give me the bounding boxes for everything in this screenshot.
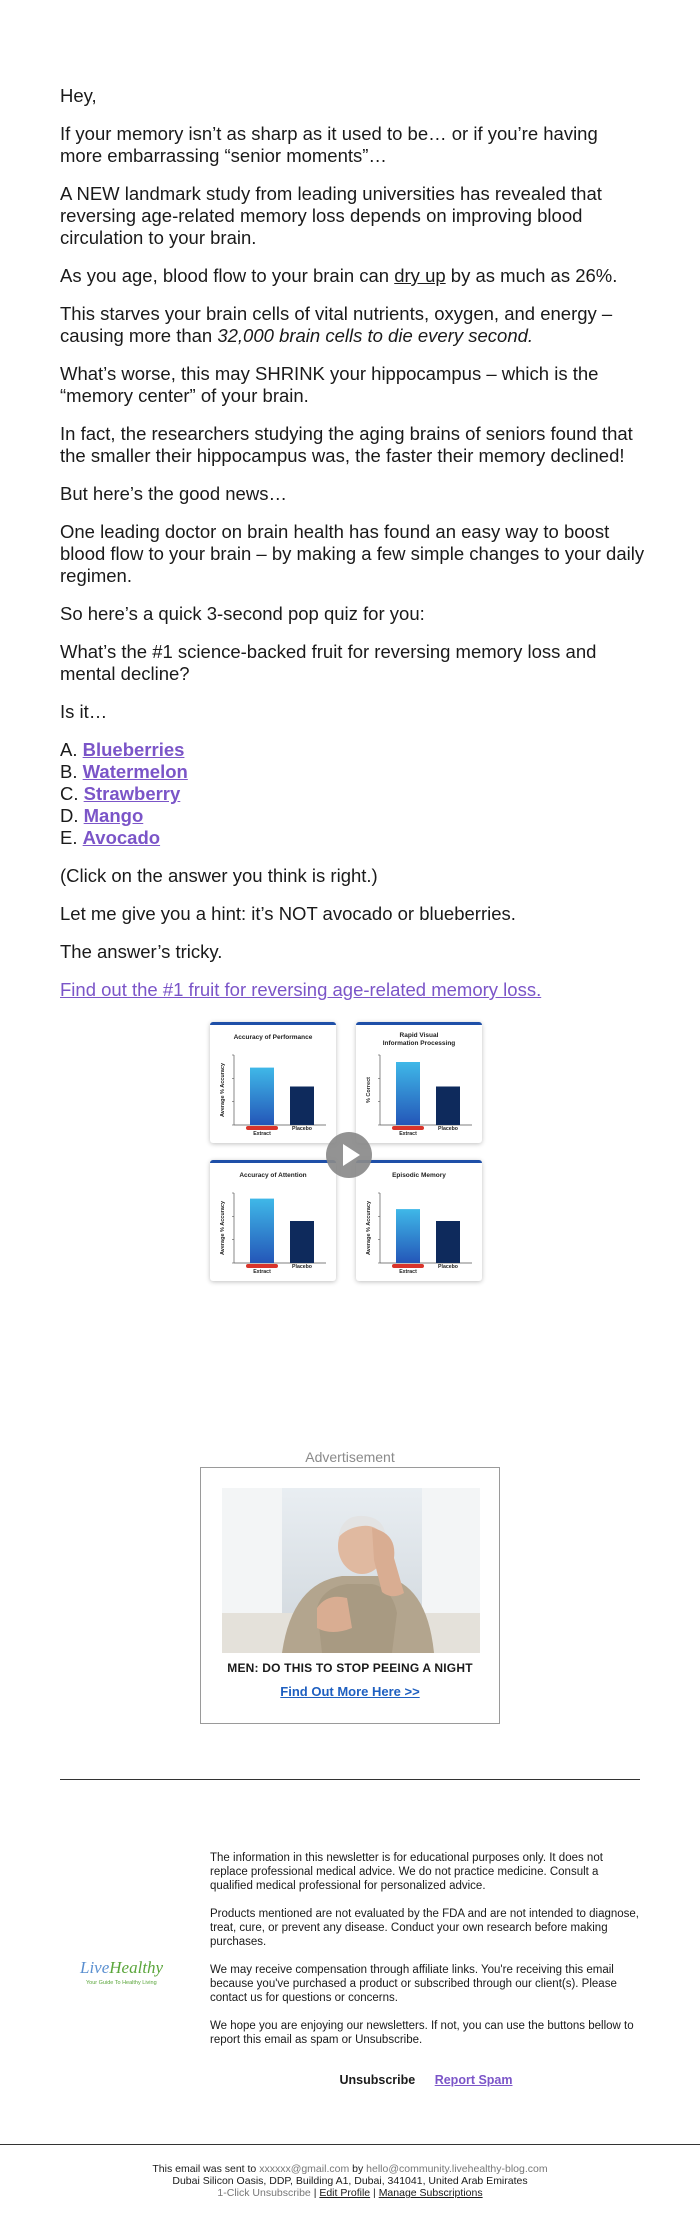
extract-label-highlight bbox=[392, 1126, 424, 1130]
advertisement-box[interactable] bbox=[200, 1467, 500, 1724]
chart-y-label: Average % Accuracy bbox=[366, 1200, 372, 1256]
quiz-answer-a bbox=[60, 739, 645, 761]
bar-placebo bbox=[290, 1221, 314, 1263]
quiz-letter: C. bbox=[60, 783, 79, 804]
advertisement-label: Advertisement bbox=[305, 1449, 395, 1465]
bar-placebo bbox=[290, 1087, 314, 1126]
chart-y-label: Average % Accuracy bbox=[220, 1062, 226, 1118]
cta-paragraph bbox=[60, 979, 645, 1001]
chart-title-line2: Information Processing bbox=[382, 1040, 456, 1047]
paragraph-5: What’s worse, this may SHRINK your hippocampus – which is the “memory center” of your brain. bbox=[60, 363, 599, 406]
one-click-unsubscribe-link[interactable]: 1-Click Unsubscribe bbox=[217, 2187, 311, 2199]
bar-label-placebo: Placebo bbox=[292, 1126, 312, 1132]
chart-3-svg bbox=[210, 1163, 336, 1278]
quiz-letter: B. bbox=[60, 761, 78, 782]
chart-y-label: % Correct bbox=[366, 1077, 372, 1103]
chart-2-svg bbox=[356, 1025, 482, 1140]
answer-link-mango[interactable]: Mango bbox=[83, 805, 144, 826]
paragraph-hint: Let me give you a hint: it’s NOT avocado or blueberries. bbox=[60, 903, 516, 924]
paragraph-1: If your memory isn’t as sharp as it used to be… or if you’re having more embarrassing “senior moments”… bbox=[60, 123, 598, 166]
answer-link-watermelon[interactable]: Watermelon bbox=[82, 761, 188, 782]
footer-action-links bbox=[210, 2073, 642, 2087]
dry-up-underline: dry up bbox=[394, 265, 446, 286]
ad-headline: MEN: DO THIS TO STOP PEEING A NIGHT bbox=[227, 1661, 473, 1675]
disclaimer-unsubscribe: We hope you are enjoying our newsletters. If not, you can use the buttons bellow to report this email as spam or Unsubscribe. bbox=[210, 2020, 634, 2046]
paragraph-4-text: This starves your brain cells of vital nutrients, oxygen, and energy – causing more than bbox=[60, 303, 613, 346]
recipient-email: xxxxxx@gmail.com bbox=[259, 2163, 350, 2175]
paragraph-click-hint: (Click on the answer you think is right.) bbox=[60, 865, 378, 886]
paragraph-4-emphasis: 32,000 brain cells to die every second. bbox=[217, 325, 534, 346]
extract-label-highlight bbox=[246, 1126, 278, 1130]
bar-label-extract: Extract bbox=[399, 1269, 417, 1275]
bar-label-placebo: Placebo bbox=[438, 1264, 458, 1270]
bar-label-extract: Extract bbox=[399, 1131, 417, 1137]
footer-divider bbox=[0, 2144, 700, 2145]
paragraph-3-end: by as much as 26%. bbox=[445, 265, 618, 286]
bar-label-extract: Extract bbox=[253, 1131, 271, 1137]
chart-1-svg bbox=[210, 1025, 336, 1140]
paragraph-6: In fact, the researchers studying the aging brains of seniors found that the smaller their hippocampus was, the faster their memory declined! bbox=[60, 423, 633, 466]
extract-label-highlight bbox=[392, 1264, 424, 1268]
manage-subscriptions-link[interactable]: Manage Subscriptions bbox=[378, 2187, 483, 2199]
sent-to-line bbox=[150, 2163, 550, 2175]
chart-title: Rapid Visual bbox=[399, 1032, 439, 1039]
separator: | bbox=[310, 2187, 320, 2199]
chart-title: Episodic Memory bbox=[392, 1172, 446, 1179]
logo-tagline: Your Guide To Healthy Living bbox=[86, 1980, 157, 1986]
answer-link-avocado[interactable]: Avocado bbox=[82, 827, 161, 848]
footer-disclaimer bbox=[210, 1851, 642, 2061]
edit-profile-link[interactable]: Edit Profile bbox=[319, 2187, 371, 2199]
sent-info bbox=[150, 2163, 550, 2199]
bar-label-placebo: Placebo bbox=[438, 1126, 458, 1132]
chart-title: Accuracy of Attention bbox=[239, 1172, 307, 1179]
paragraph-tricky: The answer’s tricky. bbox=[60, 941, 223, 962]
paragraph-2: A NEW landmark study from leading universities has revealed that reversing age-related memory loss depends on improving blood circulation to your brain. bbox=[60, 183, 602, 248]
paragraph-8: One leading doctor on brain health has found an easy way to boost blood flow to your brain – by making a few simple changes to your daily regimen. bbox=[60, 521, 645, 586]
chart-4-svg bbox=[356, 1163, 482, 1278]
quiz-answer-d bbox=[60, 805, 645, 827]
quiz-question: What’s the #1 science-backed fruit for reversing memory loss and mental decline? bbox=[60, 641, 597, 684]
quiz-answer-b bbox=[60, 761, 645, 783]
report-spam-button[interactable]: Report Spam bbox=[434, 2073, 513, 2087]
livehealthy-logo bbox=[76, 1955, 176, 1991]
paragraph-9: So here’s a quick 3-second pop quiz for you: bbox=[60, 603, 425, 624]
cta-link[interactable]: Find out the #1 fruit for reversing age-related memory loss. bbox=[60, 979, 542, 1000]
separator: | bbox=[370, 2187, 379, 2199]
sent-to-label: This email was sent to bbox=[152, 2163, 260, 2175]
paragraph-4 bbox=[60, 303, 645, 347]
answer-link-strawberry[interactable]: Strawberry bbox=[83, 783, 181, 804]
bar-extract bbox=[396, 1209, 420, 1263]
chart-card-4 bbox=[356, 1160, 482, 1281]
email-body bbox=[60, 85, 645, 1017]
chart-y-label: Average % Accuracy bbox=[220, 1200, 226, 1256]
sent-by-label: by bbox=[349, 2163, 367, 2175]
disclaimer-affiliate: We may receive compensation through affiliate links. You're receiving this email because you've purchased a product or subscribed through our client(s). Please contact us for questions or concerns. bbox=[210, 1964, 617, 2004]
play-button-icon[interactable] bbox=[326, 1132, 372, 1178]
unsubscribe-button[interactable]: Unsubscribe bbox=[339, 2073, 416, 2087]
ad-photo-man-holding-head bbox=[222, 1488, 480, 1653]
divider-line bbox=[60, 1779, 640, 1780]
quiz-letter: E. bbox=[60, 827, 78, 848]
ad-find-out-more-link[interactable]: Find Out More Here >> bbox=[280, 1684, 420, 1699]
bar-extract bbox=[396, 1062, 420, 1125]
chart-card-1 bbox=[210, 1022, 336, 1143]
extract-label-highlight bbox=[246, 1264, 278, 1268]
disclaimer-fda: Products mentioned are not evaluated by the FDA and are not intended to diagnose, treat, cure, or prevent any disease. Conduct your own research before making purchases. bbox=[210, 1908, 639, 1948]
paragraph-is-it: Is it… bbox=[60, 701, 108, 722]
video-thumbnail-charts[interactable] bbox=[210, 1022, 485, 1282]
logo-wordmark: LiveHealthy bbox=[80, 1958, 164, 1977]
bar-extract bbox=[250, 1068, 274, 1125]
bar-extract bbox=[250, 1199, 274, 1263]
bar-placebo bbox=[436, 1221, 460, 1263]
answer-link-blueberries[interactable]: Blueberries bbox=[82, 739, 185, 760]
chart-card-2 bbox=[356, 1022, 482, 1143]
bar-label-placebo: Placebo bbox=[292, 1264, 312, 1270]
paragraph-3-text: As you age, blood flow to your brain can bbox=[60, 265, 395, 286]
bar-label-extract: Extract bbox=[253, 1269, 271, 1275]
quiz-answer-c bbox=[60, 783, 645, 805]
quiz-letter: A. bbox=[60, 739, 78, 760]
quiz-answer-e bbox=[60, 827, 645, 849]
disclaimer-educational: The information in this newsletter is for educational purposes only. It does not replace professional medical advice. We do not practice medicine. Consult a qualified medical professional for personalized advice. bbox=[210, 1852, 603, 1892]
sender-email: hello@community.livehealthy-blog.com bbox=[366, 2163, 548, 2175]
quiz-answer-list bbox=[60, 739, 645, 849]
paragraph-3 bbox=[60, 265, 645, 287]
quiz-letter: D. bbox=[60, 805, 79, 826]
chart-card-3 bbox=[210, 1160, 336, 1281]
manage-links bbox=[150, 2187, 550, 2199]
paragraph-7: But here’s the good news… bbox=[60, 483, 287, 504]
greeting: Hey, bbox=[60, 85, 97, 106]
company-address: Dubai Silicon Oasis, DDP, Building A1, Dubai, 341041, United Arab Emirates bbox=[172, 2175, 528, 2187]
chart-title: Accuracy of Performance bbox=[233, 1034, 313, 1041]
bar-placebo bbox=[436, 1087, 460, 1126]
